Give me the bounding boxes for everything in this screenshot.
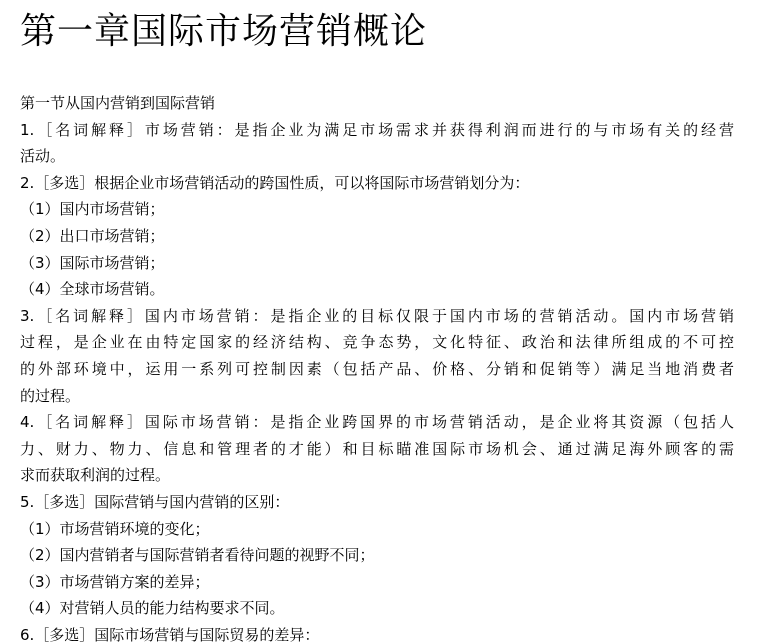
list-item: （3）市场营销方案的差异； xyxy=(20,572,210,591)
paragraph-line: 2.［多选］根据企业市场营销活动的跨国性质，可以将国际市场营销划分为： xyxy=(20,173,530,192)
paragraph-line: 活动。 xyxy=(20,147,66,166)
paragraph-line: 4.［名词解释］国际市场营销：是指企业跨国界的市场营销活动，是企业将其资源（包括人 xyxy=(20,413,734,432)
list-item: （3）国际市场营销； xyxy=(20,253,165,272)
chapter-title: 第一章国际市场营销概论 xyxy=(20,11,428,52)
paragraph-line: 1.［名词解释］市场营销：是指企业为满足市场需求并获得利润而进行的与市场有关的经营 xyxy=(20,120,734,139)
paragraph-line: 求而获取利润的过程。 xyxy=(20,466,171,485)
document-body xyxy=(20,90,734,644)
paragraph-line: 的过程。 xyxy=(20,386,81,405)
section-title: 第一节从国内营销到国际营销 xyxy=(20,94,216,112)
list-item: （4）全球市场营销。 xyxy=(20,280,165,299)
paragraph-line: 的外部环境中，运用一系列可控制因素（包括产品、价格、分销和促销等）满足当地消费者 xyxy=(20,359,734,378)
list-item: （2）出口市场营销； xyxy=(20,226,165,245)
list-item: （2）国内营销者与国际营销者看待问题的视野不同； xyxy=(20,546,375,565)
list-item: （1）国内市场营销； xyxy=(20,200,165,219)
paragraph-line: 力、财力、物力、信息和管理者的才能）和目标瞄准国际市场机会、通过满足海外顾客的需 xyxy=(20,439,734,458)
paragraph-line: 6.［多选］国际市场营销与国际贸易的差异： xyxy=(20,625,320,644)
paragraph-line: 过程，是企业在由特定国家的经济结构、竞争态势，文化特征、政治和法律所组成的不可控 xyxy=(20,333,734,352)
paragraph-line: 5.［多选］国际营销与国内营销的区别： xyxy=(20,492,290,511)
list-item: （1）市场营销环境的变化； xyxy=(20,519,210,538)
list-item: （4）对营销人员的能力结构要求不同。 xyxy=(20,599,285,618)
paragraph-line: 3.［名词解释］国内市场营销：是指企业的目标仅限于国内市场的营销活动。国内市场营销 xyxy=(20,306,734,325)
